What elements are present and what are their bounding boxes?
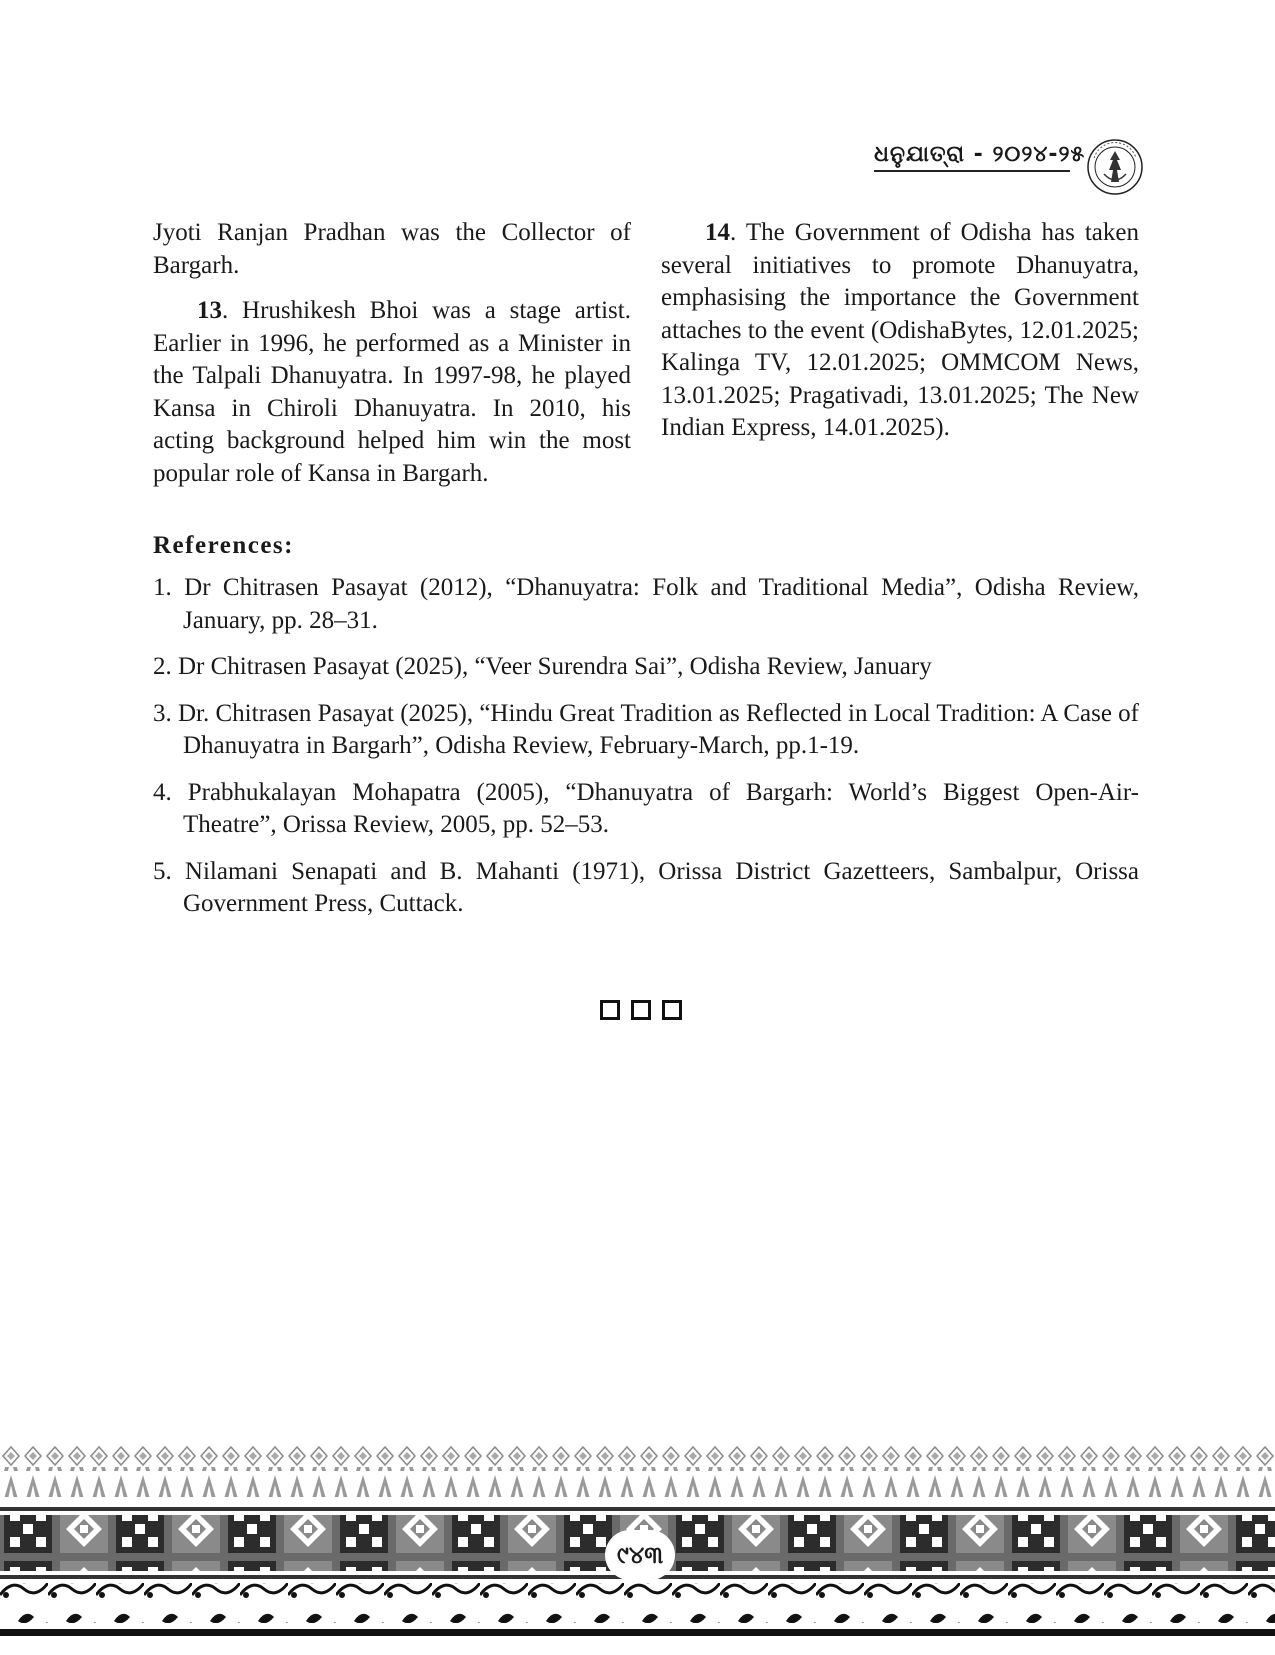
- emblem-seal-icon: [1086, 138, 1144, 196]
- header-title: ଧନୁଯାତ୍ରା - ୨୦୨୪-୨୫: [874, 142, 1086, 167]
- paragraph-14-text: . The Government of Odisha has taken several initiatives to promote Dhanuyatra, emphasising the importance the Government attaches to the event (OdishaBytes, 12.01.2025; Kalinga TV, 12.01.2025; OMMCOM News, 13.01.2025; Pragativadi, 13.01.2025; The New Indian Express, 14.01.2025).: [661, 219, 1139, 441]
- footnote-number-14: 14: [705, 219, 730, 246]
- reference-item-4: 4. Prabhukalayan Mohapatra (2005), “Dhanuyatra of Bargarh: World’s Biggest Open-Air-Theatre”, Orissa Review, 2005, pp. 52–53.: [153, 778, 1139, 838]
- end-box-icon: [631, 1000, 651, 1020]
- references-heading: References:: [153, 532, 294, 559]
- reference-item-1: 1. Dr Chitrasen Pasayat (2012), “Dhanuyatra: Folk and Traditional Media”, Odisha Review, January, pp. 28–31.: [153, 574, 1139, 634]
- reference-item-2: 2. Dr Chitrasen Pasayat (2025), “Veer Surendra Sai”, Odisha Review, January: [153, 653, 932, 680]
- running-header: [870, 138, 1150, 198]
- reference-item-3: 3. Dr. Chitrasen Pasayat (2025), “Hindu Great Tradition as Reflected in Local Tradition: A Case of Dhanuyatra in Bargarh”, Odisha Review, February-March, pp.1-19.: [153, 699, 1139, 759]
- paragraph-13: [153, 295, 631, 490]
- paragraph-13-text: . Hrushikesh Bhoi was a stage artist. Earlier in 1996, he performed as a Minister in the Talpali Dhanuyatra. In 1997-98, he played Kansa in Chiroli Dhanuyatra. In 2010, his acting background helped him win the most popular role of Kansa in Bargarh.: [153, 297, 631, 487]
- right-column: [661, 217, 1139, 458]
- references-section: [153, 532, 1139, 935]
- end-box-icon: [600, 1000, 620, 1020]
- reference-item-5: 5. Nilamani Senapati and B. Mahanti (1971), Orissa District Gazetteers, Sambalpur, Orissa Government Press, Cuttack.: [153, 857, 1139, 917]
- left-column: [153, 217, 631, 503]
- footnote-number-13: 13: [197, 297, 222, 324]
- end-box-icon: [662, 1000, 682, 1020]
- page-number: ୯୪୩: [605, 1530, 675, 1580]
- header-underline: [874, 170, 1070, 172]
- end-of-article-marks: [600, 1000, 690, 1024]
- decorative-footer-border: [0, 1445, 1275, 1650]
- paragraph-collector: Jyoti Ranjan Pradhan was the Collector of Bargarh.: [153, 219, 631, 279]
- paragraph-14: [661, 217, 1139, 445]
